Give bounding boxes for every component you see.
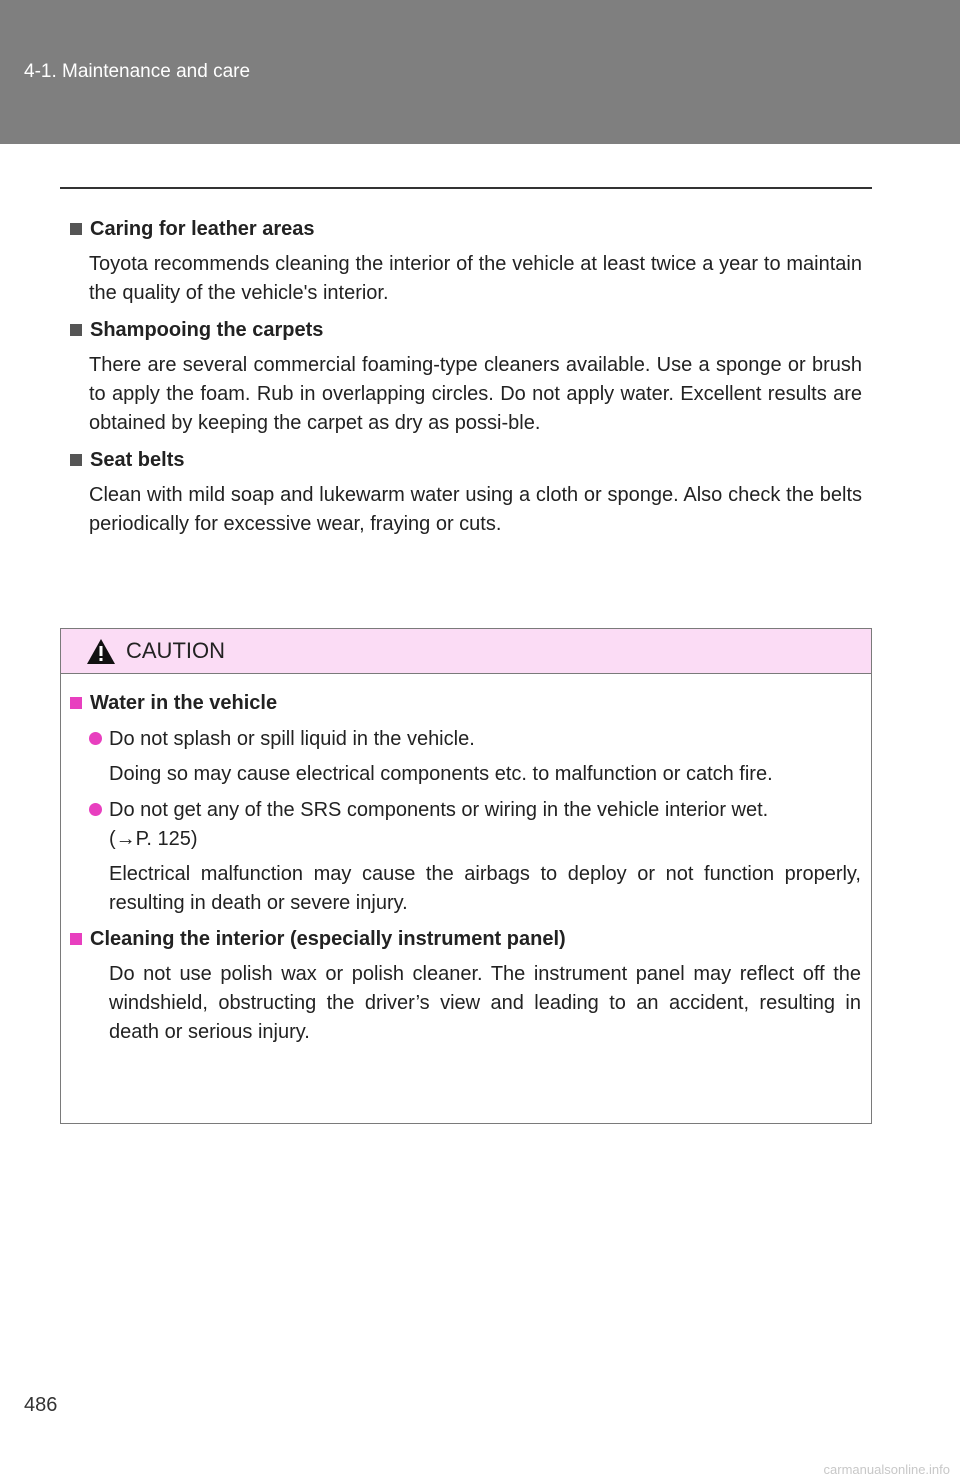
caution-body [61,674,871,1047]
section-body: There are several commercial foaming-type cleaners available. Use a sponge or brush to apply the foam. Rub in overlapping circles. Do not apply water. Excellent results are obtained by keeping the carpet as dry as possi-ble. [89,354,862,434]
square-bullet-icon [70,454,82,466]
caution-detail: Electrical malfunction may cause the airbags to deploy or not function properly, resulting in death or severe injury. [109,863,861,914]
section-carpets [70,315,862,438]
page-number: 486 [24,1394,58,1416]
square-bullet-icon [70,324,82,336]
section-seat-belts [70,445,862,539]
section-leather [70,214,862,308]
top-rule [60,187,872,189]
square-bullet-icon [70,223,82,235]
square-bullet-icon [70,933,82,945]
warning-triangle-icon [86,638,116,665]
caution-item-title: Cleaning the interior (especially instrument panel) [70,924,861,954]
round-bullet-icon [89,803,102,816]
caution-header [61,629,871,674]
chapter-title: 4-1. Maintenance and care [24,61,251,82]
caution-item-title: Water in the vehicle [70,688,861,718]
section-title: Caring for leather areas [70,214,862,244]
section-title: Shampooing the carpets [70,315,862,345]
content-sections [70,214,862,546]
caution-bullet: Do not get any of the SRS components or wiring in the vehicle interior wet. [89,795,861,825]
page-header [0,0,960,144]
round-bullet-icon [89,732,102,745]
caution-bullet: Do not splash or spill liquid in the vehicle. [89,724,861,754]
caution-detail: Doing so may cause electrical components etc. to malfunction or catch fire. [109,763,773,785]
section-title: Seat belts [70,445,862,475]
watermark: carmanualsonline.info [823,1462,950,1477]
square-bullet-icon [70,697,82,709]
caution-label: CAUTION [126,638,225,663]
caution-box [60,628,872,1124]
section-body: Clean with mild soap and lukewarm water using a cloth or sponge. Also check the belts periodically for excessive wear, fraying or cuts. [89,484,862,535]
caution-detail: Do not use polish wax or polish cleaner. The instrument panel may reflect off the windshield, obstructing the driver’s view and leading to an accident, resulting in death or serious injury. [109,963,861,1043]
page-reference: (→P. 125) [109,828,198,850]
section-body: Toyota recommends cleaning the interior of the vehicle at least twice a year to maintain the quality of the vehicle's interior. [89,253,862,304]
